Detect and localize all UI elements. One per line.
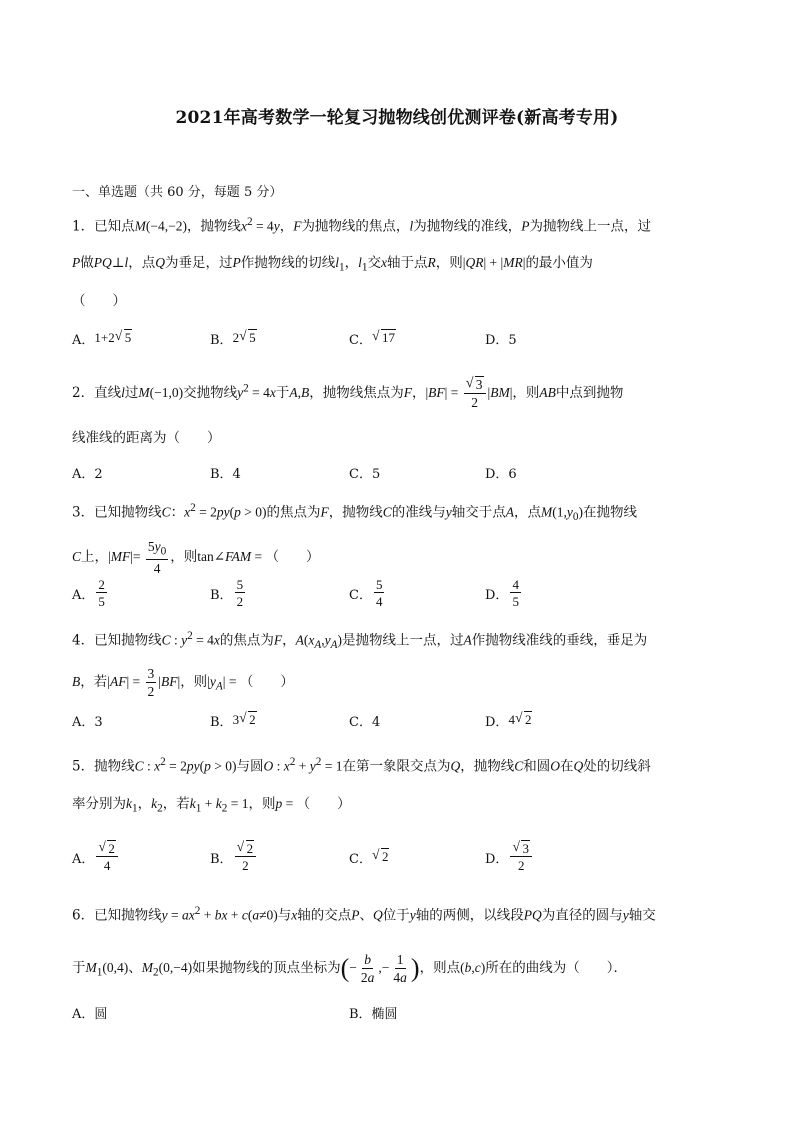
question-3-line-2: C上，|MF|= $\frac{5y_0}{4}$ ，则tan∠FAM = （ ） bbox=[72, 539, 320, 576]
question-5-line-1: 5．抛物线C : $x^2 = 2py(p > 0)$与圆O : $x^2 + y^2 = 1$在第一象限交点为Q，抛物线C和圆O在Q处的切线斜 bbox=[72, 756, 651, 775]
option-b[interactable]: B．4 bbox=[210, 466, 241, 482]
option-a[interactable]: A．圆 bbox=[72, 1006, 108, 1022]
question-1-options bbox=[72, 321, 732, 355]
question-4-options bbox=[72, 703, 732, 737]
question-2-options bbox=[72, 455, 732, 489]
option-a[interactable]: A． $\frac{2}{5}$ bbox=[72, 577, 105, 609]
option-b[interactable]: B．椭圆 bbox=[349, 1006, 398, 1022]
option-c[interactable]: C．4 bbox=[349, 714, 381, 730]
option-c[interactable]: C． √ 17 bbox=[349, 321, 396, 355]
question-6-options bbox=[72, 995, 732, 1029]
option-d[interactable]: D． 4 √ 2 bbox=[485, 703, 532, 737]
option-b[interactable]: B． √ $\frac{2}{2}$ bbox=[210, 840, 258, 874]
option-a[interactable]: A．2 bbox=[72, 466, 103, 482]
option-c[interactable]: C． $\frac{5}{4}$ bbox=[349, 577, 383, 609]
option-c[interactable]: C．5 bbox=[349, 466, 381, 482]
question-3-line-1: 3．已知抛物线C：$x^2 = 2py(p > 0)$的焦点为F，抛物线C的准线与y轴交于点A，点$M(1,y_0)$在抛物线 bbox=[72, 502, 637, 524]
option-b[interactable]: B． 2 √ 5 bbox=[210, 321, 257, 355]
section-heading: 一、单选题（共 60 分，每题 5 分） bbox=[72, 185, 283, 200]
question-6-line-2: 于$M_1(0,4)$、$M_2(0,-4)$如果抛物线的顶点坐标为(− $\frac{b}{2a}$ ,− $\frac{1}{4a}$ )，则点(b,c)所在的曲线为（ ）． bbox=[72, 952, 627, 985]
question-2-line-1: 2．直线l过M(−1,0)交抛物线$y^2 = 4x$于A,B，抛物线焦点为F，|BF| = √ $\frac{3}{2}$ |BM|，则AB中点到抛物 bbox=[72, 378, 724, 409]
option-b[interactable]: B． 3 √ 2 bbox=[210, 703, 257, 737]
question-1-line-1: 1．已知点M(−4,−2)，抛物线$x^2 = 4y$，F为抛物线的焦点，l为抛物线的准线，P为抛物线上一点，过 bbox=[72, 216, 651, 235]
question-5-options bbox=[72, 840, 732, 874]
document-title: 2021年高考数学一轮复习抛物线创优测评卷(新高考专用) bbox=[175, 108, 619, 128]
question-1-line-3: （ ） bbox=[72, 293, 126, 309]
question-6-line-1: 6．已知抛物线$y = ax^2$ + bx + c(a≠0)与x轴的交点P、Q位于y轴的两侧，以线段PQ为直径的圆与y轴交 bbox=[72, 905, 656, 924]
option-a[interactable]: A．3 bbox=[72, 714, 103, 730]
option-d[interactable]: D． $\frac{4}{5}$ bbox=[485, 577, 519, 609]
question-5-line-2: 率分别为$k_1$，$k_2$，若$k_1 + k_2 = 1$，则p = （ ） bbox=[72, 796, 351, 815]
question-1-line-2: P做PQ⊥l，点Q为垂足，过P作抛物线的切线$l_1$，$l_1$交x轴于点R，则|QR| + |MR|的最小值为 bbox=[72, 255, 593, 274]
option-c[interactable]: C． √ 2 bbox=[349, 840, 389, 874]
option-b[interactable]: B． $\frac{5}{2}$ bbox=[210, 577, 244, 609]
question-4-line-1: 4．已知抛物线C : $y^2 = 4x$的焦点为F，$A(x_A,y_A)$是抛物线上一点，过A作抛物线准线的垂线，垂足为 bbox=[72, 630, 648, 652]
option-a[interactable]: A． √ $\frac{2}{4}$ bbox=[72, 840, 120, 874]
option-d[interactable]: D．5 bbox=[485, 332, 517, 348]
question-3-options bbox=[72, 576, 732, 610]
question-2-line-2: 线准线的距离为（ ） bbox=[72, 430, 221, 446]
option-d[interactable]: D．6 bbox=[485, 466, 517, 482]
option-d[interactable]: D． √ $\frac{3}{2}$ bbox=[485, 840, 534, 874]
question-4-line-2: B，若|AF| = $\frac{3}{2}$ |BF|，则$|y_A|$ = （ ） bbox=[72, 666, 294, 699]
option-a[interactable]: A． 1+2 √ 5 bbox=[72, 321, 132, 355]
